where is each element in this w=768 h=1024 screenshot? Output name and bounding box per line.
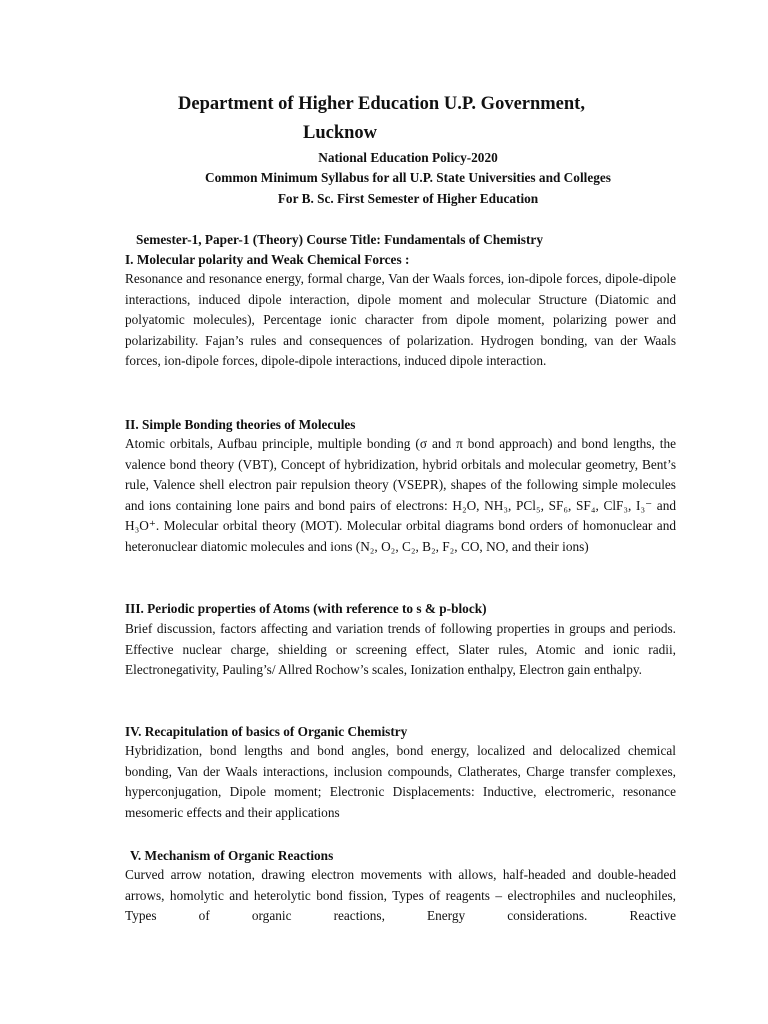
unit-4-heading: IV. Recapitulation of basics of Organic Chemistry xyxy=(125,724,408,739)
course-title: Semester-1, Paper-1 (Theory) Course Title: Fundamentals of Chemistry xyxy=(136,232,543,247)
unit-3-heading: III. Periodic properties of Atoms (with reference to s & p-block) xyxy=(125,601,487,616)
program-subtitle: For B. Sc. First Semester of Higher Education xyxy=(277,191,539,206)
unit-4-body: Hybridization, bond lengths and bond angles, bond energy, localized and delocalized chemical bonding, Van der Waals interactions, inclusion compounds, Clatherates, Charge transfer complexes, hyperconjugation, Dipole moment; Electronic Displacements: Inductive, electromeric, resonance mesomeric effects and their applications xyxy=(125,743,676,820)
syllabus-subtitle: Common Minimum Syllabus for all U.P. State Universities and Colleges xyxy=(205,170,611,185)
unit-1-heading: I. Molecular polarity and Weak Chemical Forces : xyxy=(125,252,410,267)
unit-2-heading: II. Simple Bonding theories of Molecules xyxy=(125,417,356,432)
department-location: Lucknow xyxy=(303,123,378,143)
unit-3-body: Brief discussion, factors affecting and variation trends of following properties in groups and periods. Effective nuclear charge, shielding or screening effect, Slater rules, Atomic and ionic radii, Electronegativity, Pauling’s/ Allred Rochow’s scales, Ionization enthalpy, Electron gain enthalpy. xyxy=(125,621,676,678)
policy-subtitle: National Education Policy-2020 xyxy=(318,150,498,165)
department-title: Department of Higher Education U.P. Government, xyxy=(178,94,585,114)
unit-5-heading: V. Mechanism of Organic Reactions xyxy=(130,848,334,863)
unit-5-body: Curved arrow notation, drawing electron movements with allows, half-headed and double-headed arrows, homolytic and heterolytic bond fission, Types of reagents – electrophiles and nucleophiles, Types of organic reactions, Energy considerations. Reactive xyxy=(125,867,676,924)
unit-1-body: Resonance and resonance energy, formal charge, Van der Waals forces, ion-dipole forces, dipole-dipole interactions, induced dipole interaction, dipole moment and molecular Structure (Diatomic and polyatomic molecules), Percentage ionic character from dipole moment, polarizing power and polarizability. Fajan’s rules and consequences of polarization. Hydrogen bonding, van der Waals forces, ion-dipole forces, dipole-dipole interactions, induced dipole interaction. xyxy=(125,271,676,369)
unit-2-body: Atomic orbitals, Aufbau principle, multiple bonding (σ and π bond approach) and bond lengths, the valence bond theory (VBT), Concept of hybridization, hybrid orbitals and molecular geometry, Bent’s rule, Valence shell electron pair repulsion theory (VSEPR), shapes of the following simple molecules and ions containing lone pairs and bond pairs of electrons: H₂O, NH₃, PCl₅, SF₆, SF₄, ClF₃, I₃⁻ and H₃O⁺. Molecular orbital theory (MOT). Molecular orbital diagrams bond orders of homonuclear and heteronuclear diatomic molecules and ions (N₂, O₂, C₂, B₂, F₂, CO, NO, and their ions) xyxy=(125,436,676,554)
